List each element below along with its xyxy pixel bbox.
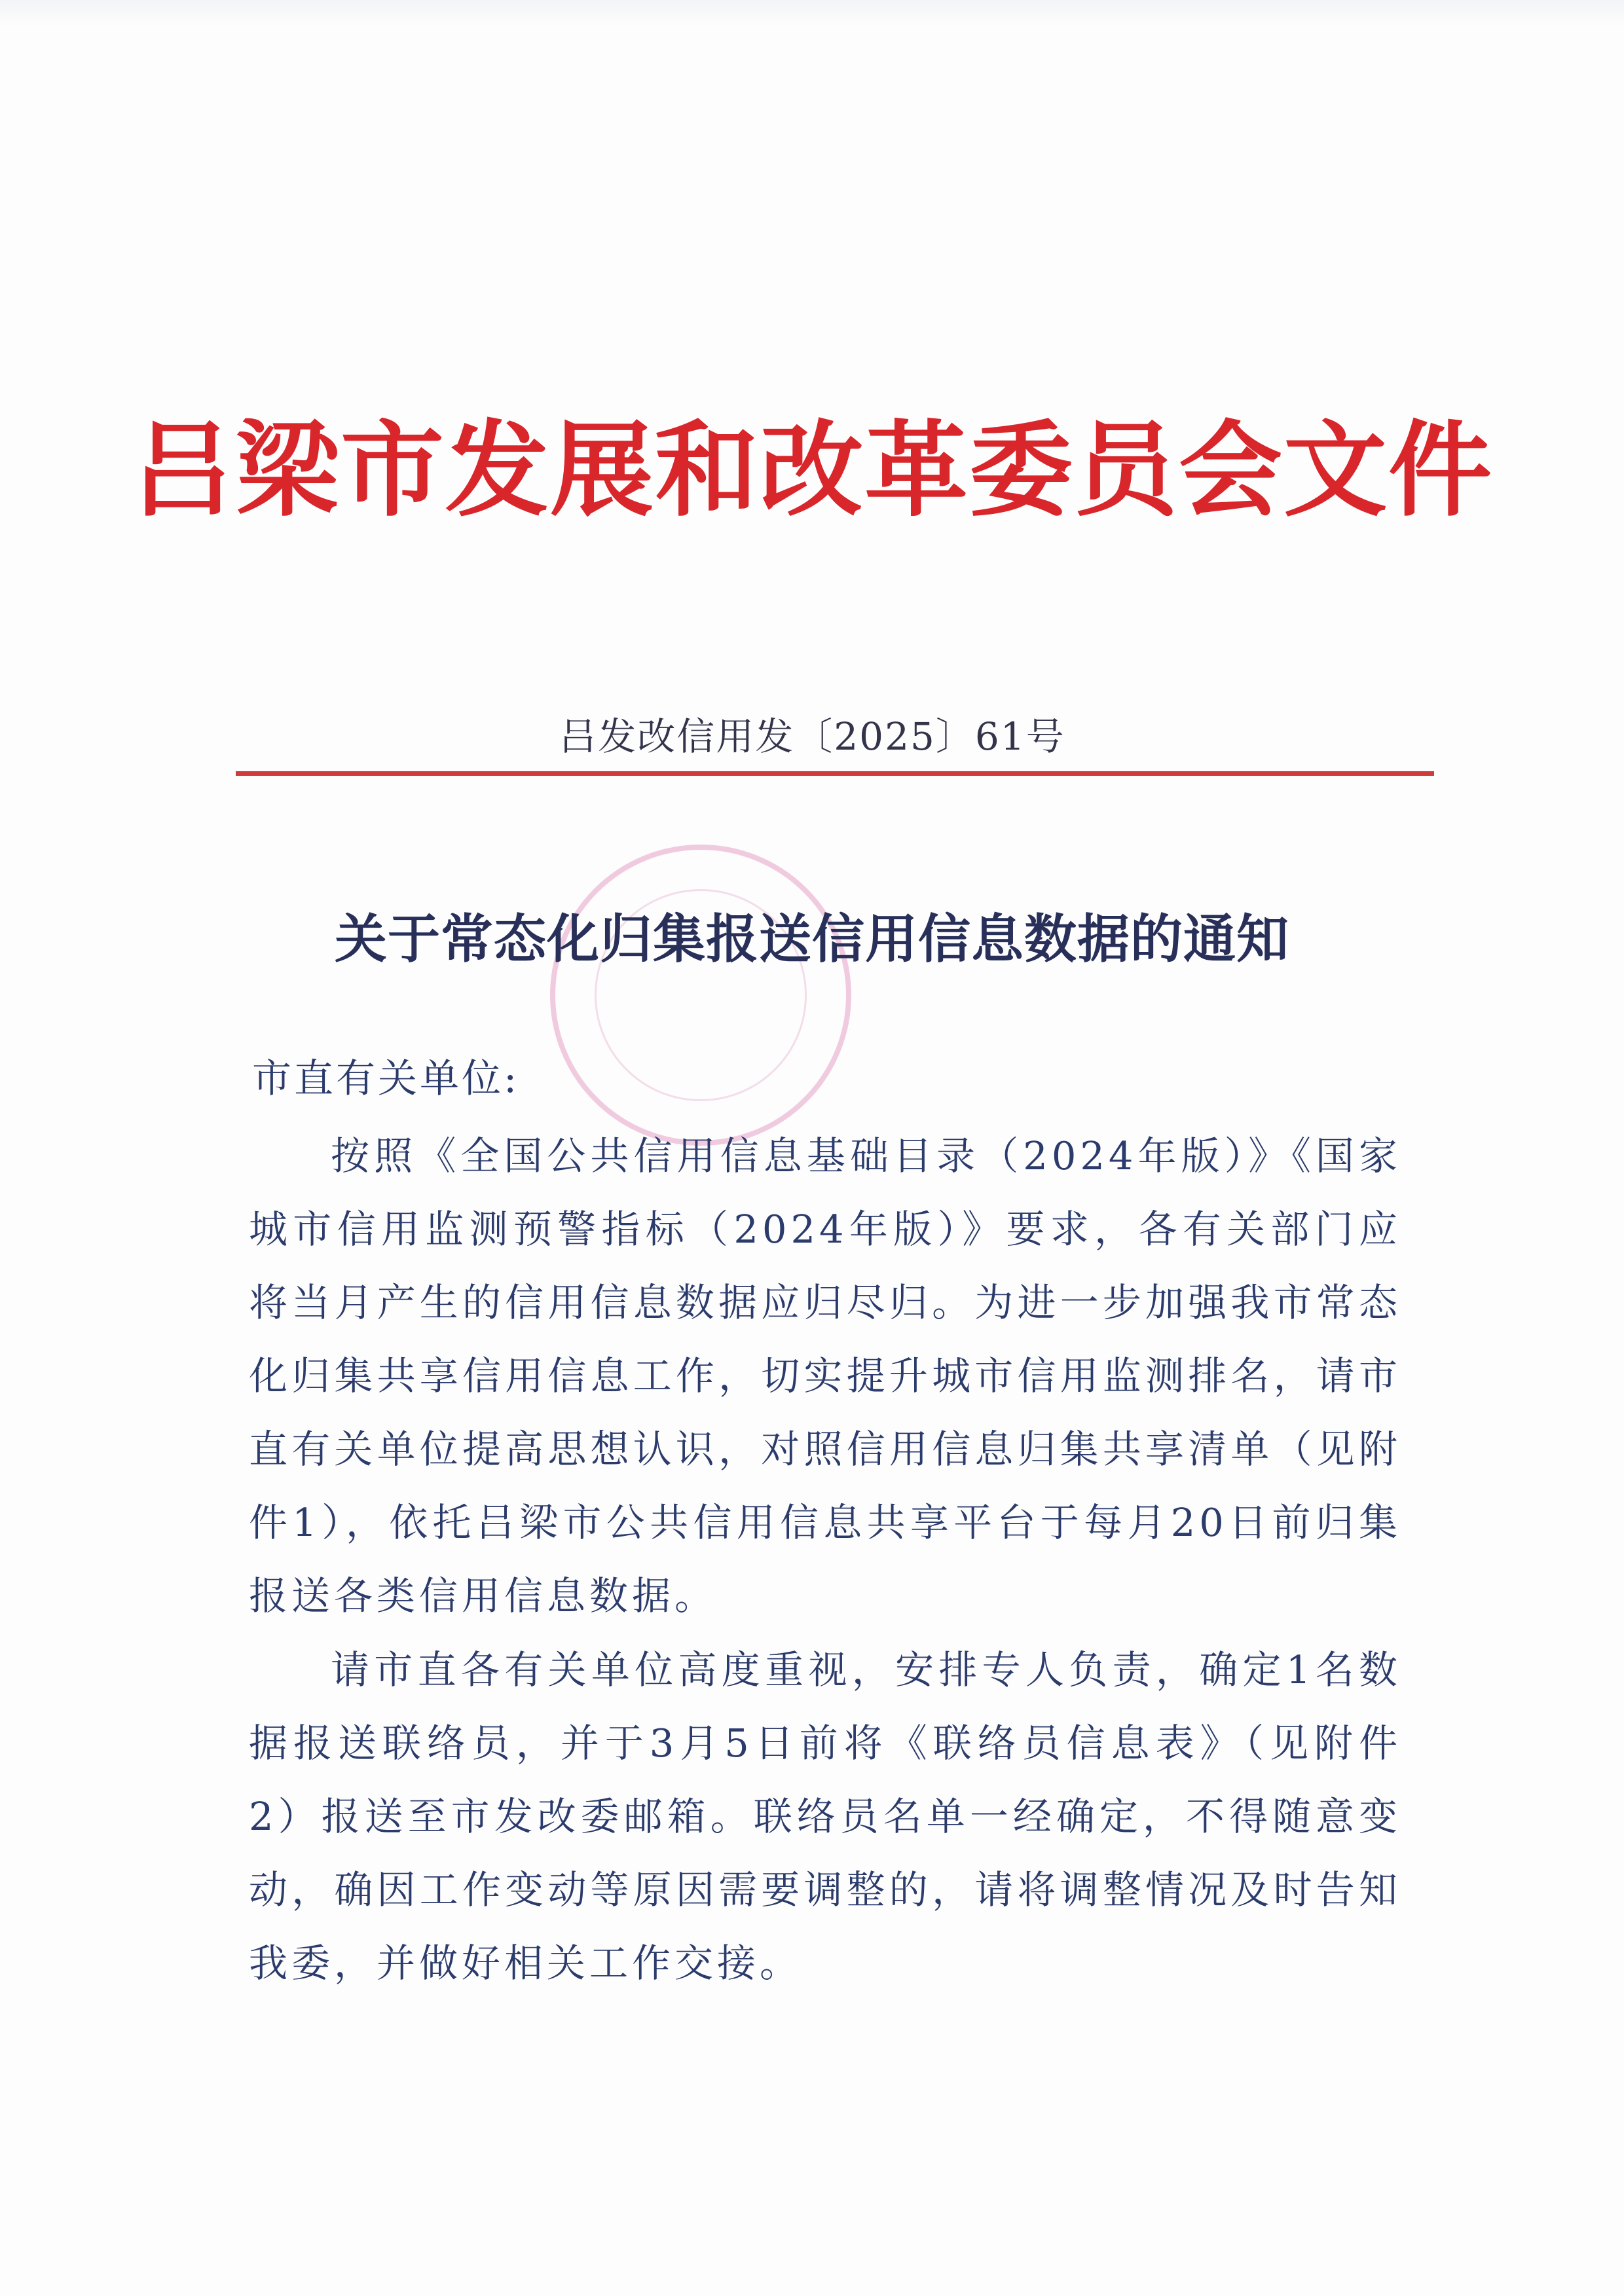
body-paragraph: 请市直各有关单位高度重视，安排专人负责，确定1名数据报送联络员，并于3月5日前将《联络员信息表》（见附件2）报送至市发改委邮箱。联络员名单一经确定，不得随意变动，确因工作变动等原因需要调整的，请将调整情况及时告知我委，并做好相关工作交接。 (249, 1647, 1401, 1986)
issuer-header-title: 吕梁市发展和改革委员会文件 (131, 410, 1493, 531)
scan-edge (0, 0, 1624, 26)
body-paragraph: 按照《全国公共信用信息基础目录（2024年版）》《国家城市信用监测预警指标（2024年版）》要求，各有关部门应将当月产生的信用信息数据应归尽归。为进一步加强我市常态化归集共享信用信息工作，切实提升城市信用监测排名，请市直有关单位提高思想认识，对照信用信息归集共享清单（见附件1），依托吕梁市公共信用信息共享平台于每月20日前归集报送各类信用信息数据。 (249, 1133, 1401, 1618)
salutation: 市直有关单位: (252, 1056, 520, 1102)
document-number: 吕发改信用发〔2025〕61号 (559, 714, 1065, 759)
red-separator-rule (236, 771, 1434, 776)
official-seal-stamp (550, 845, 851, 1146)
notice-title: 关于常态化归集报送信用信息数据的通知 (335, 908, 1289, 970)
